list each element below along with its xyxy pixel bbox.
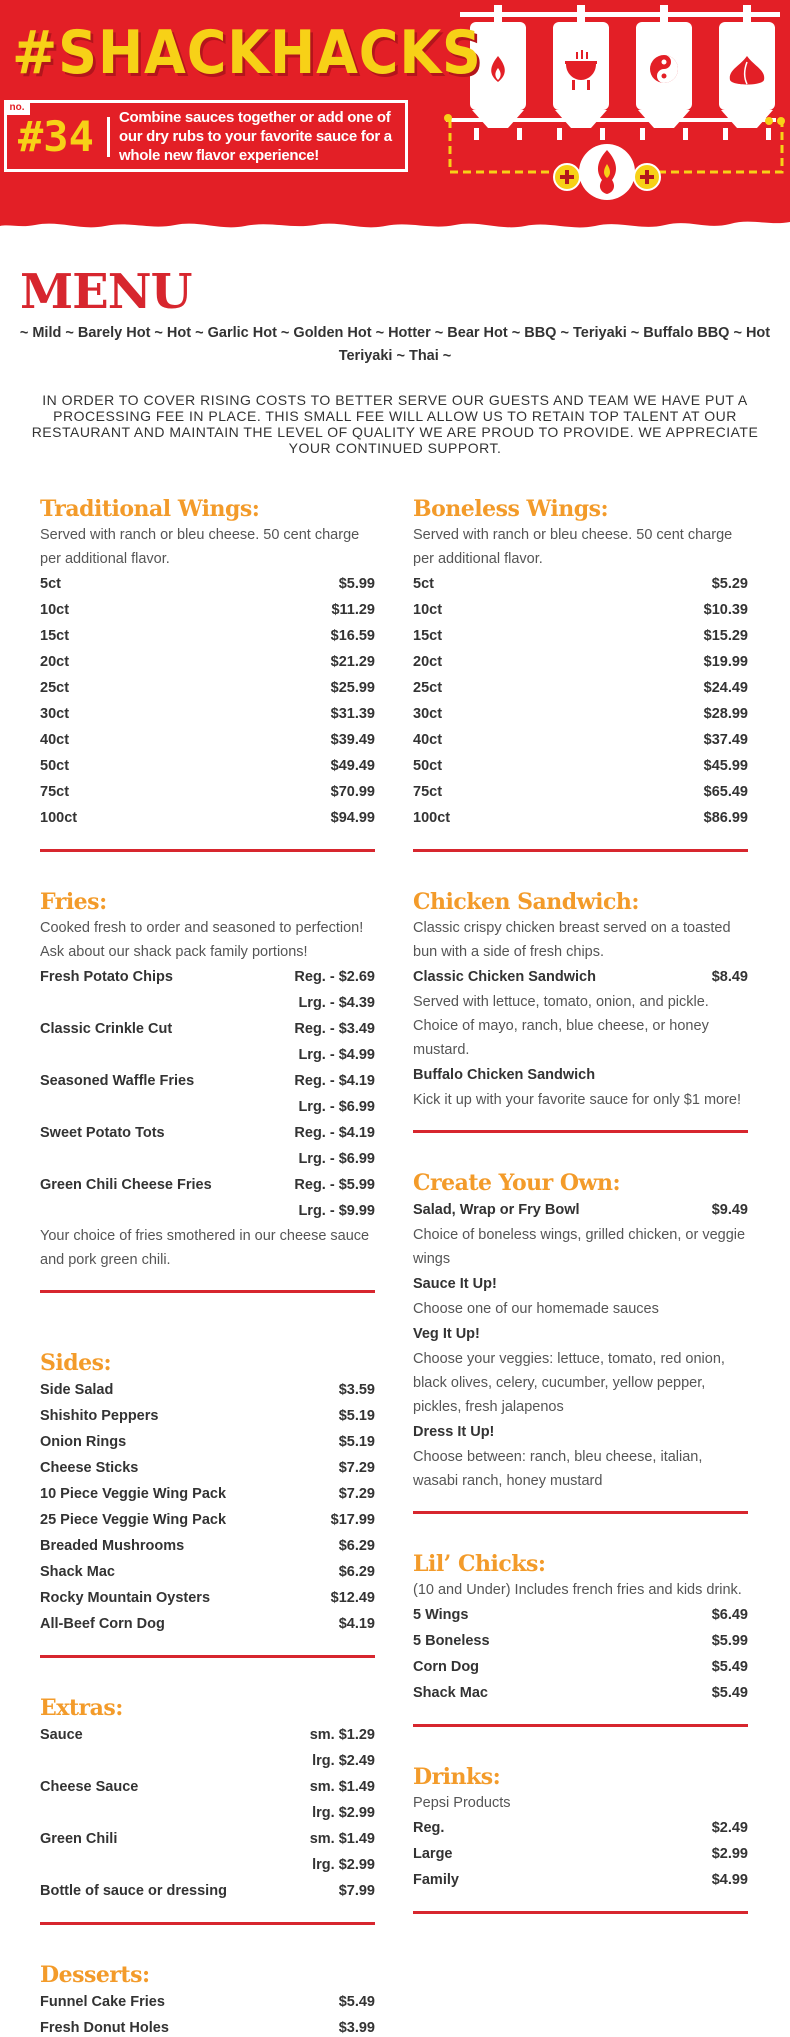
menu-item [413,1197,748,1223]
item-price: $39.49 [330,732,375,748]
section-title: Sides: [40,1350,112,1376]
section-divider [40,1655,375,1658]
item-price: $7.29 [338,1460,375,1476]
menu-item [40,1989,375,2015]
menu-item-large [40,1852,375,1878]
item-name: Shack Mac [413,1685,488,1701]
yin-yang-icon [650,55,678,83]
item-name: 5ct [413,576,434,592]
item-name: Sauce [40,1727,83,1743]
item-price-regular: Reg. - $3.49 [294,1021,375,1037]
item-price-large: Lrg. - $9.99 [298,1203,375,1219]
menu-item [413,753,748,779]
item-name: All-Beef Corn Dog [40,1616,165,1632]
section-divider [40,1290,375,1293]
menu-item [40,675,375,701]
option-description: Choose one of our homemade sauces [413,1301,659,1317]
item-name: 20ct [413,654,443,670]
menu-item [413,779,748,805]
option-heading [413,1271,748,1297]
menu-item [413,727,748,753]
shackhacks-banner [0,0,790,240]
item-name: Rocky Mountain Oysters [40,1590,211,1606]
item-name: Green Chili Cheese Fries [40,1177,212,1193]
item-price-large: Lrg. - $6.99 [298,1099,375,1115]
menu-item [40,1611,375,1637]
menu-item [40,1120,375,1146]
item-name: Cheese Sticks [40,1460,139,1476]
item-name: Cheese Sauce [40,1779,139,1795]
item-price-large: lrg. $2.99 [312,1805,375,1821]
item-price: $65.49 [703,784,748,800]
option-heading [413,1321,748,1347]
menu-item [40,1455,375,1481]
section-title: Create Your Own: [413,1170,621,1196]
menu-item [40,1774,375,1800]
item-name: 25ct [40,680,70,696]
menu-title: MENU [20,264,192,320]
menu-item [40,1559,375,1585]
item-price-regular: Reg. - $2.69 [294,969,375,985]
kids-menu-section [413,1550,748,1727]
item-price: $5.19 [338,1408,375,1424]
item-name: Reg. [413,1820,445,1836]
item-name: Large [413,1846,453,1862]
menu-item [40,964,375,990]
menu-item [40,1172,375,1198]
section-title: Chicken Sandwich: [413,889,639,915]
section-title: Lil’ Chicks: [413,1551,546,1577]
menu-item [40,571,375,597]
section-description: Served with ranch or bleu cheese. 50 cent charge per additional flavor. [40,527,360,567]
option-title: Veg It Up! [413,1326,480,1342]
item-name: 50ct [40,758,70,774]
item-price: $5.49 [338,1994,375,2010]
item-name: 10ct [40,602,70,618]
item-name: Shack Mac [40,1564,115,1580]
menu-right-column [413,495,748,1950]
item-name: Bottle of sauce or dressing [40,1883,227,1899]
create-your-own-section [413,1169,748,1514]
menu-item [40,649,375,675]
item-price: $2.49 [711,1820,748,1836]
item-name: 10ct [413,602,443,618]
item-price: $4.19 [338,1616,375,1632]
item-price: $7.29 [338,1486,375,1502]
item-price-small: sm. $1.49 [309,1779,375,1795]
item-price: $3.99 [338,2020,375,2036]
item-name: 25ct [413,680,443,696]
item-price: $37.49 [703,732,748,748]
menu-item [40,727,375,753]
item-name: Sweet Potato Tots [40,1125,165,1141]
item-price: $12.49 [330,1590,375,1606]
item-price-large: Lrg. - $4.39 [298,995,375,1011]
item-price: $49.49 [330,758,375,774]
item-price: $8.49 [711,969,748,985]
item-name: Fresh Potato Chips [40,969,173,985]
item-name: Breaded Mushrooms [40,1538,185,1554]
menu-item [40,1377,375,1403]
menu-item [40,1722,375,1748]
item-name: Classic Chicken Sandwich [413,969,596,985]
section-title: Traditional Wings: [40,496,260,522]
desserts-section [40,1961,375,2037]
item-price: $6.29 [338,1538,375,1554]
tip-text: Combine sauces together or add one of our dry rubs to your favorite sauce for a whole new flavor experience! [119,109,392,164]
menu-item-large [40,1198,375,1224]
menu-item [413,805,748,831]
menu-item [413,964,748,990]
boneless-wings-section [413,495,748,852]
tip-label: no. [4,100,30,115]
drinks-section [413,1763,748,1914]
item-name: 5 Boneless [413,1633,490,1649]
section-divider [40,1922,375,1925]
item-name: 20ct [40,654,70,670]
item-price-small: sm. $1.49 [309,1831,375,1847]
item-name: Side Salad [40,1382,114,1398]
menu-left-column [40,495,375,2037]
fries-section [40,888,375,1293]
item-price: $15.29 [703,628,748,644]
item-name: Onion Rings [40,1434,127,1450]
menu-item [40,597,375,623]
item-price-large: lrg. $2.49 [312,1753,375,1769]
section-description: Classic crispy chicken breast served on a toasted bun with a side of fresh chips. [413,920,731,960]
item-price-regular: Reg. - $5.99 [294,1177,375,1193]
section-description: (10 and Under) Includes french fries and kids drink. [413,1582,742,1598]
item-name: 10 Piece Veggie Wing Pack [40,1486,227,1502]
item-price: $5.49 [711,1659,748,1675]
menu-item [413,1680,748,1706]
item-name: 75ct [413,784,443,800]
menu-item [40,2015,375,2037]
item-price-large: Lrg. - $6.99 [298,1151,375,1167]
option-description: Choose between: ranch, bleu cheese, italian, wasabi ranch, honey mustard [413,1449,703,1489]
tip-box [4,100,408,172]
plus-icon [554,164,580,190]
section-title: Extras: [40,1695,123,1721]
menu-item [413,1062,748,1088]
option-heading [413,1419,748,1445]
section-divider [413,1130,748,1133]
menu-item [413,649,748,675]
item-price: $11.29 [331,602,375,618]
menu-item [40,779,375,805]
item-price: $5.29 [711,576,748,592]
item-price: $5.49 [711,1685,748,1701]
item-name: 100ct [40,810,78,826]
item-name: Green Chili [40,1831,118,1847]
menu-item [413,701,748,727]
item-price: $5.99 [338,576,375,592]
item-name: Salad, Wrap or Fry Bowl [413,1202,580,1218]
item-price-regular: Reg. - $4.19 [294,1125,375,1141]
menu-item [413,597,748,623]
item-name: 5ct [40,576,61,592]
item-price: $2.99 [711,1846,748,1862]
item-price: $19.99 [703,654,748,670]
section-title: Fries: [40,889,107,915]
menu-item [413,1841,748,1867]
item-price: $21.29 [330,654,375,670]
menu-item-large [40,1800,375,1826]
item-price: $6.49 [711,1607,748,1623]
tip-number: #34 [18,112,94,161]
traditional-wings-section [40,495,375,852]
item-price-large: lrg. $2.99 [312,1857,375,1873]
item-description: Served with lettuce, tomato, onion, and pickle. Choice of mayo, ranch, blue cheese, or honey mustard. [413,994,709,1058]
shackhacks-title: #SHACKHACKS [12,18,482,88]
section-title: Drinks: [413,1764,501,1790]
item-name: 30ct [413,706,443,722]
item-price: $5.19 [338,1434,375,1450]
option-description: Choose your veggies: lettuce, tomato, red onion, black olives, celery, cucumber, yellow pepper, pickles, fresh jalapenos [413,1351,725,1415]
item-name: 40ct [40,732,70,748]
section-divider [413,1724,748,1727]
menu-item [413,623,748,649]
item-name: 15ct [413,628,443,644]
menu-item [40,1481,375,1507]
section-title: Boneless Wings: [413,496,609,522]
section-title: Desserts: [40,1962,150,1988]
item-name: Classic Crinkle Cut [40,1021,173,1037]
menu-item [40,1533,375,1559]
item-price: $31.39 [330,706,375,722]
item-name: 50ct [413,758,443,774]
option-title: Dress It Up! [413,1424,495,1440]
section-description: Pepsi Products [413,1795,511,1811]
item-description: Kick it up with your favorite sauce for only $1 more! [413,1092,742,1108]
item-price-small: sm. $1.29 [309,1727,375,1743]
item-description: Choice of boneless wings, grilled chicken, or veggie wings [413,1227,746,1267]
tip-separator [107,117,110,157]
item-name: 25 Piece Veggie Wing Pack [40,1512,227,1528]
menu-item-large [40,990,375,1016]
item-price: $25.99 [330,680,375,696]
item-price: $16.59 [330,628,375,644]
menu-item [40,1016,375,1042]
item-price: $6.29 [338,1564,375,1580]
menu-item [413,1628,748,1654]
item-name: Seasoned Waffle Fries [40,1073,195,1089]
section-divider [413,1911,748,1914]
menu-item-large [40,1748,375,1774]
item-price: $94.99 [330,810,375,826]
item-name: 30ct [40,706,70,722]
item-price: $86.99 [703,810,748,826]
sides-section [40,1329,375,1658]
menu-item-large [40,1094,375,1120]
item-description: Your choice of fries smothered in our cheese sauce and pork green chili. [40,1228,370,1268]
menu-item [40,1585,375,1611]
menu-item-large [40,1146,375,1172]
item-name: 75ct [40,784,70,800]
flavor-list: ~ Mild ~ Barely Hot ~ Hot ~ Garlic Hot ~ Golden Hot ~ Hotter ~ Bear Hot ~ BBQ ~ Teriyaki ~ Buffalo BBQ ~ Hot Teriyaki ~ Thai ~ [19,325,771,364]
item-price-regular: Reg. - $4.19 [294,1073,375,1089]
menu-item [413,571,748,597]
plus-icon [634,164,660,190]
menu-item [40,1429,375,1455]
item-name: Buffalo Chicken Sandwich [413,1067,596,1083]
menu-item [40,753,375,779]
menu-item [40,701,375,727]
processing-fee-notice: IN ORDER TO COVER RISING COSTS TO BETTER SERVE OUR GUESTS AND TEAM WE HAVE PUT A PROCESSING FEE IN PLACE. THIS SMALL FEE WILL ALLOW US TO RETAIN TOP TALENT AT OUR RESTAURANT AND MAINTAIN THE LEVEL OF QUALITY WE ARE PROUD TO PROVIDE. WE APPRECIATE YOUR CONTINUED SUPPORT. [31,392,759,456]
menu-item [40,1507,375,1533]
section-divider [40,849,375,852]
menu-item [413,1602,748,1628]
menu-item [413,1867,748,1893]
menu-item [40,1826,375,1852]
item-name: Family [413,1872,459,1888]
item-price: $24.49 [703,680,748,696]
item-price: $70.99 [330,784,375,800]
section-description: Cooked fresh to order and seasoned to perfection! Ask about our shack pack family portions! [40,920,364,960]
item-name: Corn Dog [413,1659,480,1675]
item-price: $17.99 [330,1512,375,1528]
menu-item-large [40,1042,375,1068]
menu-item [40,805,375,831]
item-name: Funnel Cake Fries [40,1994,165,2010]
item-price: $4.99 [711,1872,748,1888]
chicken-sandwich-section [413,888,748,1133]
menu-item [413,675,748,701]
menu-item [413,1654,748,1680]
section-divider [413,1511,748,1514]
menu-item [40,1068,375,1094]
item-price: $7.99 [338,1883,375,1899]
menu-item [40,1403,375,1429]
item-name: 40ct [413,732,443,748]
menu-item [413,1815,748,1841]
item-price: $45.99 [703,758,748,774]
option-title: Sauce It Up! [413,1276,497,1292]
item-price-large: Lrg. - $4.99 [298,1047,375,1063]
section-description: Served with ranch or bleu cheese. 50 cent charge per additional flavor. [413,527,733,567]
item-price: $10.39 [703,602,748,618]
item-name: 5 Wings [413,1607,469,1623]
section-divider [413,849,748,852]
item-price: $28.99 [703,706,748,722]
menu-item [40,623,375,649]
item-name: Shishito Peppers [40,1408,159,1424]
item-price: $3.59 [338,1382,375,1398]
item-price: $9.49 [711,1202,748,1218]
flame-bottle-icon [579,144,635,200]
item-price: $5.99 [711,1633,748,1649]
extras-section [40,1694,375,1925]
item-name: Fresh Donut Holes [40,2020,169,2036]
menu-item [40,1878,375,1904]
item-name: 15ct [40,628,70,644]
item-name: 100ct [413,810,451,826]
